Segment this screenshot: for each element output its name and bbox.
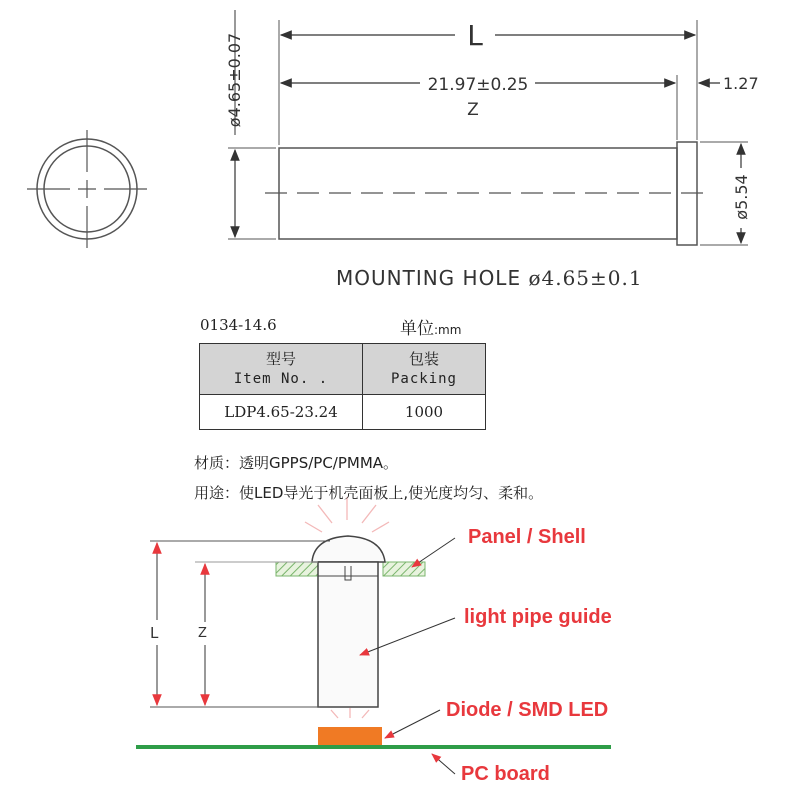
end-view	[27, 130, 147, 248]
dim-length: 21.97±0.25	[427, 75, 529, 95]
usage-note: 用途：使LED导光于机壳面板上,使光度均匀、柔和。	[194, 484, 544, 502]
cell-item: LDP4.65-23.24	[200, 395, 363, 430]
side-view	[228, 10, 748, 245]
mounting-hole-label	[336, 266, 643, 290]
dim-L: L	[467, 19, 483, 52]
panel-right	[383, 562, 425, 576]
mounting-hole-value: ø4.65±0.1	[528, 266, 643, 290]
dim-dia-body: ø4.65±0.07	[225, 32, 244, 128]
callout-board: PC board	[461, 763, 550, 785]
unit-label-text: 单位	[400, 319, 434, 339]
mounting-hole-text: MOUNTING HOLE	[336, 266, 522, 290]
header-item-cn: 型号	[265, 350, 296, 368]
callout-panel: Panel / Shell	[468, 526, 586, 548]
header-packing	[363, 344, 486, 395]
part-code: 0134-14.6	[200, 316, 277, 334]
assembly-label-Z: Z	[198, 626, 207, 641]
callout-pipe: light pipe guide	[464, 606, 612, 628]
spec-header-row	[200, 344, 486, 395]
dim-Z: Z	[467, 100, 479, 120]
spec-table	[199, 343, 486, 430]
dim-dia-cap: ø5.54	[732, 174, 751, 220]
header-item-en: Item No. .	[233, 371, 329, 387]
pipe-body	[318, 562, 378, 707]
unit-value: :mm	[434, 323, 462, 337]
material-note: 材质：透明GPPS/PC/PMMA。	[194, 454, 399, 472]
dome-cap	[312, 536, 385, 562]
unit-label	[400, 314, 461, 339]
panel-left	[276, 562, 318, 576]
table-row	[200, 395, 486, 430]
header-pack-cn: 包装	[408, 350, 439, 368]
cell-packing: 1000	[363, 395, 486, 430]
led	[318, 727, 382, 746]
callout-diode: Diode / SMD LED	[446, 699, 609, 721]
header-pack-en: Packing	[390, 371, 457, 387]
dim-cap: 1.27	[723, 74, 759, 93]
header-item	[200, 344, 363, 395]
assembly-label-L: L	[150, 624, 159, 642]
